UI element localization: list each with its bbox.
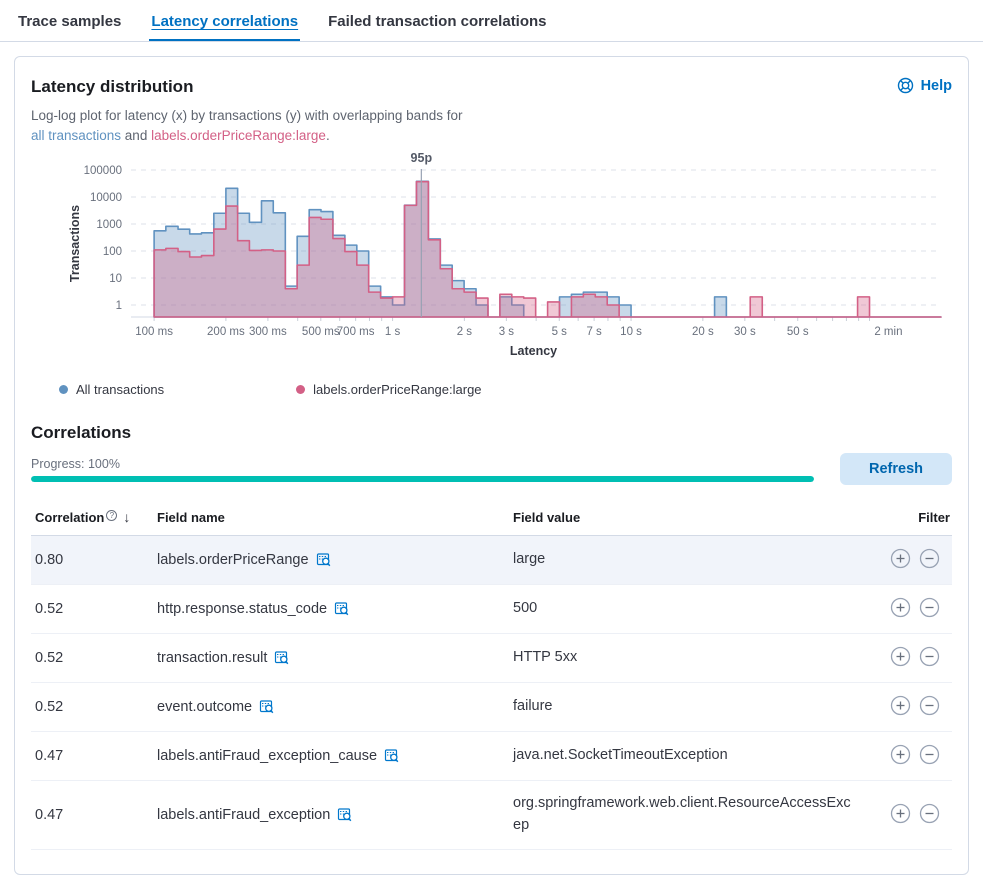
- field-value-cell: HTTP 5xx: [509, 634, 868, 683]
- table-row: [31, 732, 952, 781]
- field-name-cell: [153, 536, 509, 585]
- y-axis-title: Transactions: [68, 205, 82, 283]
- order-price-range-link[interactable]: labels.orderPriceRange:large: [151, 127, 326, 143]
- correlation-header-label: Correlation: [35, 510, 105, 526]
- latency-distribution-chart: [31, 149, 952, 366]
- tab-latency-correlations[interactable]: Latency correlations: [149, 0, 300, 41]
- table-row: [31, 634, 952, 683]
- table-row: [31, 536, 952, 585]
- legend-dot-icon: [296, 385, 305, 394]
- chart-description: [31, 106, 476, 145]
- x-tick-label: 20 s: [691, 326, 714, 339]
- y-tick-label: 10: [109, 273, 122, 286]
- column-header-field-name: Field name: [153, 503, 509, 536]
- correlation-cell: 0.47: [31, 781, 153, 850]
- progress-label: Progress: 100%: [31, 456, 120, 471]
- field-name-text: labels.antiFraud_exception_cause: [157, 748, 378, 765]
- y-tick-label: 1000: [96, 219, 122, 232]
- filter-include-button[interactable]: [886, 744, 915, 768]
- x-tick-label: 10 s: [620, 326, 642, 339]
- description-conjunction: and: [121, 127, 152, 143]
- filter-exclude-button[interactable]: [915, 597, 944, 621]
- panel-title: Latency distribution: [31, 77, 194, 96]
- progress-bar: [31, 476, 814, 482]
- progress-bar-fill: [31, 476, 814, 482]
- field-name-cell: [153, 585, 509, 634]
- field-name-text: http.response.status_code: [157, 601, 328, 618]
- field-name-cell: [153, 683, 509, 732]
- field-value-cell: org.springframework.web.client.ResourceAccessExcep: [509, 781, 868, 850]
- legend-label: labels.orderPriceRange:large: [313, 382, 482, 398]
- chart-legend: [31, 382, 952, 397]
- help-label: Help: [920, 77, 952, 94]
- filter-exclude-button[interactable]: [915, 548, 944, 572]
- column-header-correlation[interactable]: [31, 503, 153, 536]
- x-tick-label: 7 s: [586, 326, 602, 339]
- correlation-cell: 0.80: [31, 536, 153, 585]
- inspect-field-icon[interactable]: [274, 650, 290, 666]
- all-transactions-link[interactable]: all transactions: [31, 127, 122, 143]
- x-tick-label: 100 ms: [135, 326, 173, 339]
- inspect-field-icon[interactable]: [337, 807, 353, 823]
- filter-include-button[interactable]: [886, 597, 915, 621]
- x-tick-label: 3 s: [498, 326, 515, 339]
- help-link[interactable]: [897, 77, 952, 94]
- percentile-annotation-label: 95p: [410, 151, 433, 166]
- field-name-text: transaction.result: [157, 650, 268, 667]
- legend-item-all-transactions[interactable]: [59, 382, 164, 397]
- correlation-cell: 0.47: [31, 732, 153, 781]
- column-header-field-value: Field value: [509, 503, 868, 536]
- x-tick-label: 30 s: [733, 326, 756, 339]
- table-row: [31, 585, 952, 634]
- correlation-cell: 0.52: [31, 634, 153, 683]
- filter-exclude-button[interactable]: [915, 695, 944, 719]
- x-tick-label: 50 s: [786, 326, 809, 339]
- description-text: Log-log plot for latency (x) by transactions (y) with overlapping bands for: [31, 108, 463, 123]
- column-header-filter: Filter: [868, 503, 952, 536]
- inspect-field-icon[interactable]: [334, 601, 350, 617]
- filter-exclude-button[interactable]: [915, 744, 944, 768]
- y-tick-label: 10000: [90, 192, 122, 205]
- x-tick-label: 200 ms: [207, 326, 245, 339]
- tab-bar: [0, 0, 983, 42]
- table-row: [31, 683, 952, 732]
- field-value-cell: failure: [509, 683, 868, 732]
- help-lifering-icon: [897, 77, 914, 94]
- field-name-cell: [153, 634, 509, 683]
- filter-exclude-button[interactable]: [915, 803, 944, 827]
- description-period: .: [325, 127, 330, 143]
- correlations-table: [31, 503, 952, 850]
- x-tick-label: 5 s: [551, 326, 567, 339]
- field-value-cell: java.net.SocketTimeoutException: [509, 732, 868, 781]
- x-tick-label: 2 min: [874, 326, 903, 339]
- x-axis-title: Latency: [509, 344, 558, 359]
- correlation-info-icon[interactable]: ?: [106, 510, 117, 521]
- chart-svg[interactable]: [31, 149, 952, 361]
- inspect-field-icon[interactable]: [384, 748, 400, 764]
- tab-trace-samples[interactable]: Trace samples: [18, 13, 122, 30]
- x-tick-label: 300 ms: [249, 326, 287, 339]
- legend-label: All transactions: [76, 382, 165, 398]
- field-name-cell: [153, 732, 509, 781]
- latency-distribution-panel: [14, 56, 969, 875]
- x-tick-label: 1 s: [384, 326, 401, 339]
- filter-exclude-button[interactable]: [915, 646, 944, 670]
- legend-dot-icon: [59, 385, 68, 394]
- sort-descending-icon[interactable]: ↓: [123, 509, 131, 526]
- filter-include-button[interactable]: [886, 803, 915, 827]
- table-row: [31, 781, 952, 850]
- field-name-text: labels.antiFraud_exception: [157, 806, 331, 823]
- refresh-button[interactable]: Refresh: [840, 453, 952, 485]
- filter-include-button[interactable]: [886, 646, 915, 670]
- y-tick-label: 100000: [83, 165, 122, 178]
- correlation-cell: 0.52: [31, 585, 153, 634]
- legend-item-labels-orderpricerange-large[interactable]: [296, 382, 481, 397]
- table-header-row: [31, 503, 952, 536]
- correlations-title: Correlations: [31, 423, 132, 443]
- x-tick-label: 700 ms: [336, 326, 375, 339]
- filter-include-button[interactable]: [886, 695, 915, 719]
- x-tick-label: 2 s: [456, 326, 473, 339]
- y-tick-label: 1: [115, 300, 122, 313]
- inspect-field-icon[interactable]: [316, 552, 332, 568]
- field-value-cell: 500: [509, 585, 868, 634]
- x-tick-label: 500 ms: [301, 326, 340, 339]
- field-name-text: labels.orderPriceRange: [157, 552, 309, 569]
- field-name-text: event.outcome: [157, 699, 253, 716]
- y-tick-label: 100: [102, 246, 122, 259]
- field-name-cell: [153, 781, 509, 850]
- filter-include-button[interactable]: [886, 548, 915, 572]
- tab-failed-transaction-correlations[interactable]: Failed transaction correlations: [328, 13, 547, 30]
- inspect-field-icon[interactable]: [259, 699, 275, 715]
- field-value-cell: large: [509, 536, 868, 585]
- correlation-cell: 0.52: [31, 683, 153, 732]
